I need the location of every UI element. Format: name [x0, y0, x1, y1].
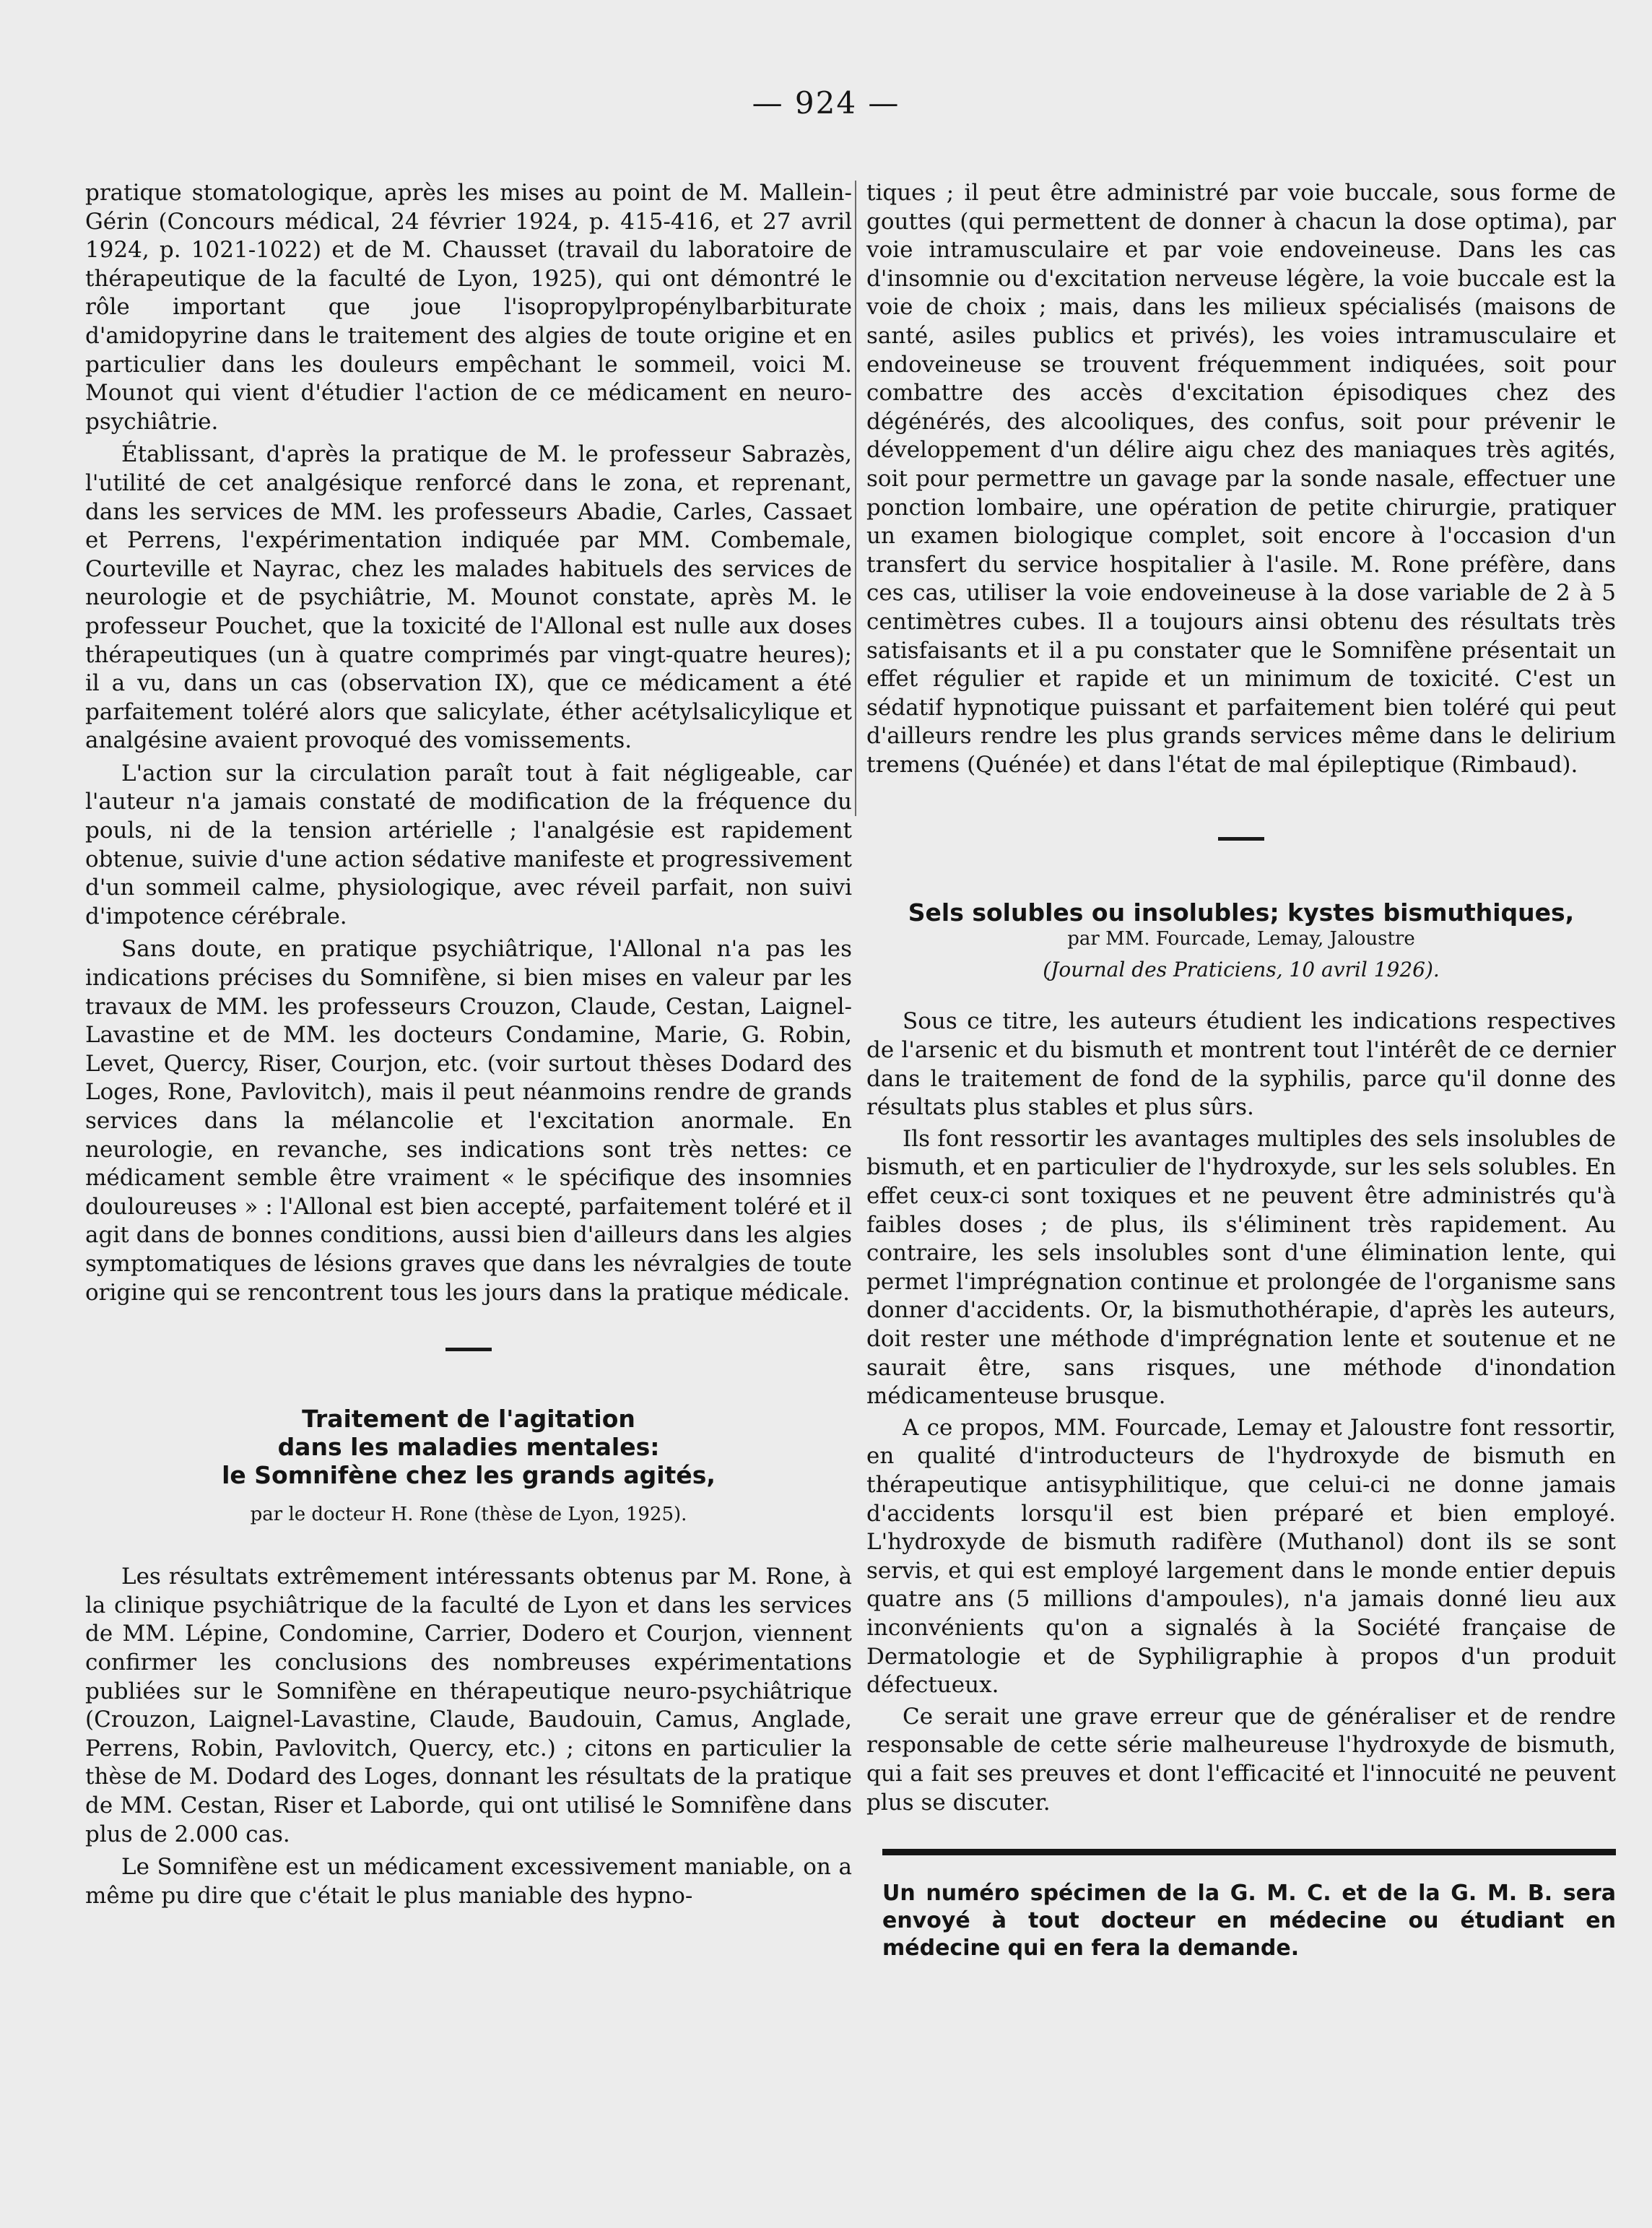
paragraph-bismuth-advantages: Ils font ressortir les avantages multiples des sels insolubles de bismuth, et en particulier de l'hydroxyde, sur les sels solubles. En effet ceux-ci sont toxiques et ne peuvent être administrés qu'à faibles doses ; de plus, ils s'éliminent très rapidement. Au contraire, les sels insolubles sont d'une élimination lente, qui permet l'imprégnation continue et prolongée de l'organisme sans donner d'accidents. Or, la bismuthothérapie, d'après les auteurs, doit rester une méthode d'imprégnation lente et soutenue et ne saurait être, sans risques, une méthode d'inondation médicamenteuse brusque. — [866, 1125, 1616, 1410]
paragraph-allonal-study: Établissant, d'après la pratique de M. le professeur Sabrazès, l'utilité de cet analgésique renforcé dans le zona, et reprenant, dans les services de MM. les professeurs Abadie, Carles, Cassaet et Perrens, l'expérimentation indiquée par MM. Combemale, Courteville et Nayrac, chez les malades habituels des services de neurologie et de psychiâtrie, M. Mounot constate, après M. le professeur Pouchet, que la toxicité de l'Allonal est nulle aux doses thérapeutiques (un à quatre comprimés par vingt-quatre heures); il a vu, dans un cas (observation IX), que ce médicament a été parfaitement toléré alors que salicylate, éther acétylsalicylique et analgésine avaient provoqué des vomissements. — [85, 441, 852, 754]
right-column — [866, 179, 1616, 1962]
paragraph-bismuth-conclusion: Ce serait une grave erreur que de généraliser et de rendre responsable de cette série malheureuse l'hydroxyde de bismuth, qui a fait ses preuves et dont l'efficacité et l'innocuité ne peuvent plus se discuter. — [866, 1703, 1616, 1816]
article-title: Sels solubles ou insolubles; kystes bismuthiques, — [908, 898, 1575, 927]
article-byline: par le docteur H. Rone (thèse de Lyon, 1925). — [250, 1504, 687, 1526]
article-heading-bismuth — [866, 898, 1616, 983]
paragraph-allonal-intro: pratique stomatologique, après les mises au point de M. Mallein-Gérin (Concours médical, 24 février 1924, p. 415-416, et 27 avril 1924, p. 1021-1022) et de M. Chausset (travail du laboratoire de thérapeutique de la faculté de Lyon, 1925), qui ont démontré le rôle important que joue l'isopropylpropénylbarbiturate d'amidopyrine dans le traitement des algies de toute origine et en particulier dans les douleurs empêchant le sommeil, voici M. Mounot qui vient d'étudier l'action de ce médicament en neuro-psychiâtrie. — [85, 180, 852, 435]
paragraph-somnifene-continuation: tiques ; il peut être administré par voie buccale, sous forme de gouttes (qui permettent de donner à chacun la dose optima), par voie intramusculaire et par voie endoveineuse. Dans les cas d'insomnie ou d'excitation nerveuse légère, la voie buccale est la voie de choix ; mais, dans les milieux spécialisés (maisons de santé, asiles publics et privés), les voies intramusculaire et endoveineuse se trouvent fréquemment indiquées, soit pour combattre des accès d'excitation épisodiques chez des dégénérés, des alcooliques, des confus, soit pour prévenir le développement d'un délire aigu chez des maniaques très agités, soit pour permettre un gavage par la sonde nasale, effectuer une ponction lombaire, une opération de petite chirurgie, pratiquer un examen biologique complet, soit encore à l'occasion d'un transfert du service hospitalier à l'asile. M. Rone préfère, dans ces cas, utiliser la voie endoveineuse à la dose variable de 2 à 5 centimètres cubes. Il a toujours ainsi obtenu des résultats très satisfaisants et il a pu constater que le Somnifène présentait un effet régulier et rapide et un minimum de toxicité. C'est un sédatif hypnotique puissant et parfaitement bien toléré qui peut d'ailleurs rendre les plus grands services même dans le delirium tremens (Quénée) et dans l'état de mal épileptique (Rimbaud). — [866, 180, 1616, 778]
article-title-line: Traitement de l'agitation — [302, 1405, 635, 1434]
column-divider — [855, 181, 856, 816]
page-number: — 924 — — [752, 85, 900, 121]
paragraph-allonal-indications: Sans doute, en pratique psychiâtrique, l'Allonal n'a pas les indications précises du Somnifène, si bien mises en valeur par les travaux de MM. les professeurs Crouzon, Claude, Cestan, Laignel-Lavastine et de MM. les docteurs Condamine, Marie, G. Robin, Levet, Quercy, Riser, Courjon, etc. (voir surtout thèses Dodard des Loges, Rone, Pavlovitch), mais il peut néanmoins rendre de grands services dans la mélancolie et l'excitation anormale. En neurologie, en revanche, ses indications sont très nettes: ce médicament semble être vraiment « le spécifique des insomnies douloureuses » : l'Allonal est bien accepté, parfaitement toléré et il agit dans de bonnes conditions, aussi bien d'ailleurs dans les algies symptomatiques de lésions graves que dans les névralgies de toute origine qui se rencontrent tous les jours dans la pratique médicale. — [85, 936, 852, 1306]
specimen-notice: Un numéro spécimen de la G. M. C. et de la G. M. B. sera envoyé à tout docteur en médecine ou étudiant en médecine qui en fera la demande. — [882, 1881, 1616, 1962]
section-separator — [1218, 837, 1264, 841]
article-source: (Journal des Praticiens, 10 avril 1926). — [1043, 958, 1440, 982]
article-title-line: dans les maladies mentales: — [277, 1433, 660, 1462]
paragraph-bismuth-muthanol: A ce propos, MM. Fourcade, Lemay et Jaloustre font ressortir, en qualité d'introducteurs de l'hydroxyde de bismuth en thérapeutique antisyphilitique, que celui-ci ne donne jamais d'accidents lorsqu'il est bien préparé et bien employé. L'hydroxyde de bismuth radifère (Muthanol) dont ils se sont servis, et qui est employé largement dans le monde entier depuis quatre ans (5 millions d'ampoules), n'a jamais donné lieu aux inconvénients qu'on a signalés à la Société française de Dermatologie et de Syphiligraphie à propos d'un produit défectueux. — [866, 1414, 1616, 1699]
paragraph-allonal-circulation: L'action sur la circulation paraît tout à fait négligeable, car l'auteur n'a jamais constaté de modification de la fréquence du pouls, ni de la tension artérielle ; l'analgésie est rapidement obtenue, suivie d'une action sédative manifeste et progressivement d'un sommeil calme, physiologique, avec réveil parfait, non suivi d'impotence cérébrale. — [85, 760, 852, 929]
notice-rule — [882, 1849, 1616, 1855]
article-title-line: le Somnifène chez les grands agités, — [222, 1461, 716, 1490]
article-byline: par MM. Fourcade, Lemay, Jaloustre — [1067, 928, 1415, 950]
paragraph-somnifene-maniable: Le Somnifène est un médicament excessivement maniable, on a même pu dire que c'était le plus maniable des hypno- — [85, 1854, 852, 1909]
paragraph-somnifene-results: Les résultats extrêmement intéressants obtenus par M. Rone, à la clinique psychiâtrique de la faculté de Lyon et dans les services de MM. Lépine, Condomine, Carrier, Dodero et Courjon, viennent confirmer les conclusions des nombreuses expérimentations publiées sur le Somnifène en thérapeutique neuro-psychiâtrique (Crouzon, Laignel-Lavastine, Claude, Baudouin, Camus, Anglade, Perrens, Robin, Pavlovitch, Quercy, etc.) ; citons en particulier la thèse de M. Dodard des Loges, donnant les résultats de la pratique de MM. Cestan, Riser et Laborde, qui ont utilisé le Somnifène dans plus de 2.000 cas. — [85, 1564, 852, 1847]
article-heading-somnifene — [85, 1405, 852, 1527]
paragraph-bismuth-intro: Sous ce titre, les auteurs étudient les indications respectives de l'arsenic et du bismuth et montrent tout l'intérêt de ce dernier dans le traitement de fond de la syphilis, parce qu'il donne des résultats plus stables et plus sûrs. — [866, 1008, 1616, 1121]
left-column — [85, 179, 852, 1910]
section-separator — [445, 1348, 492, 1351]
